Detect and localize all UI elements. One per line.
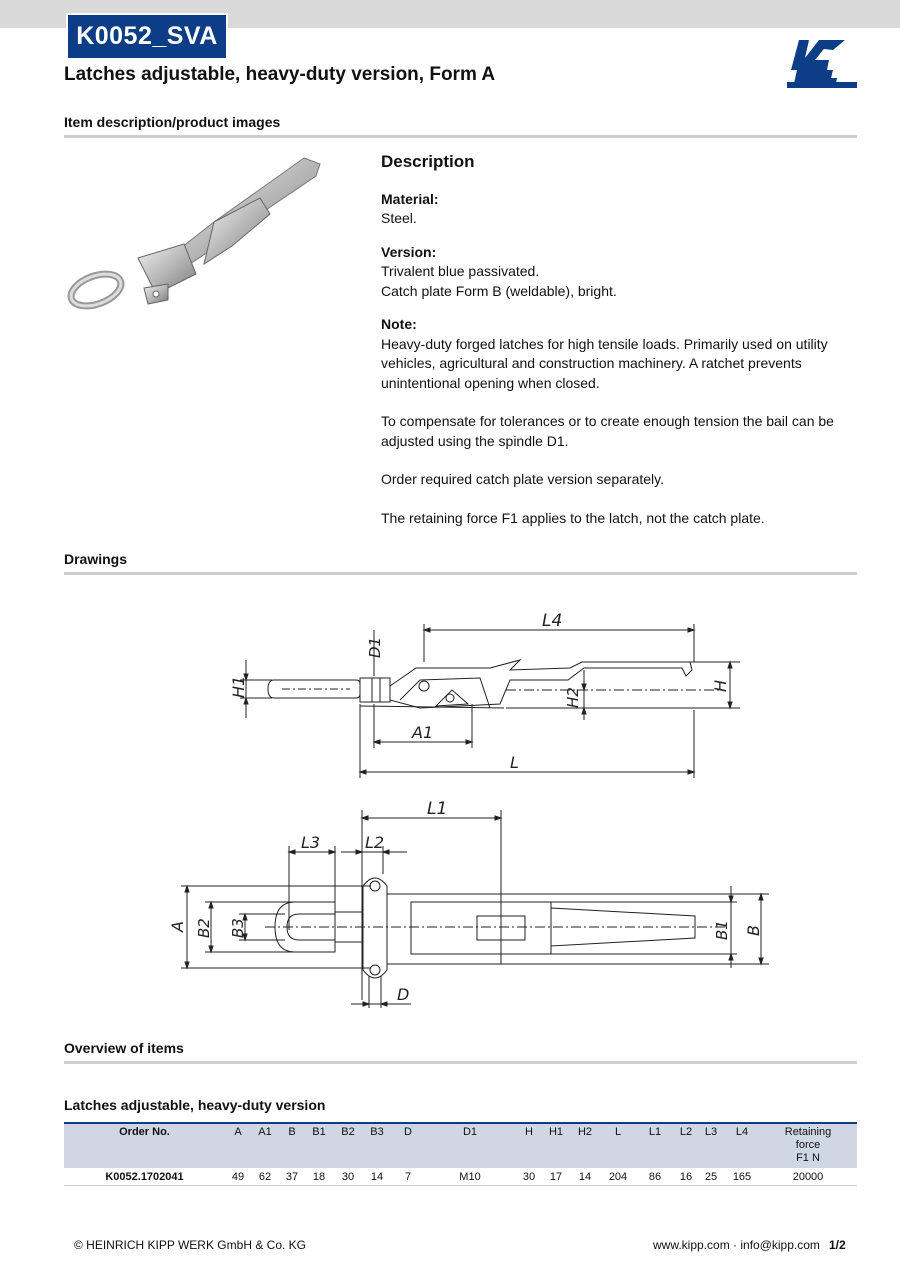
dim-label-L1: L1 <box>427 799 448 819</box>
cell-L3: 25 <box>697 1168 725 1186</box>
kipp-logo <box>785 38 859 94</box>
dim-label-A1: A1 <box>412 723 434 742</box>
dim-label-H2: H2 <box>564 687 582 708</box>
version-text-1: Trivalent blue passivated. <box>381 263 540 279</box>
table-title: Latches adjustable, heavy-duty version <box>64 1097 326 1113</box>
section-heading-item-description: Item description/product images <box>64 114 281 130</box>
col-header-D: D <box>404 1126 412 1138</box>
section-heading-overview: Overview of items <box>64 1040 184 1056</box>
col-header-B: B <box>288 1126 296 1138</box>
cell-A: 49 <box>225 1168 251 1186</box>
divider <box>64 1061 857 1064</box>
product-code-badge: K0052_SVA <box>66 13 228 60</box>
dim-label-L: L <box>510 753 519 772</box>
cell-B: 37 <box>279 1168 305 1186</box>
page-title: Latches adjustable, heavy-duty version, Form A <box>64 64 496 85</box>
cell-L: 204 <box>601 1168 635 1186</box>
footer-contact: www.kipp.com · info@kipp.com <box>653 1238 820 1252</box>
description-heading: Description <box>381 152 475 171</box>
divider <box>64 572 857 575</box>
dim-label-H: H <box>711 679 730 692</box>
dim-label-B3: B3 <box>229 918 247 938</box>
col-header-A1: A1 <box>258 1126 272 1138</box>
col-header-L1: L1 <box>648 1126 662 1138</box>
cell-L1: 86 <box>635 1168 675 1186</box>
col-header-retaining-force: Retaining force F1 N <box>784 1126 832 1164</box>
col-header-H1: H1 <box>548 1126 564 1138</box>
cell-L4: 165 <box>725 1168 759 1186</box>
top-view-drawing <box>165 790 775 1020</box>
col-header-L: L <box>614 1126 622 1138</box>
note-paragraph-3: Order required catch plate version separately. <box>381 471 664 487</box>
cell-retaining-force: 20000 <box>759 1168 857 1186</box>
version-text-2: Catch plate Form B (weldable), bright. <box>381 282 617 299</box>
col-header-A: A <box>234 1126 242 1138</box>
description-block <box>381 152 851 528</box>
col-header-B1: B1 <box>312 1126 326 1138</box>
page-number: 1/2 <box>829 1238 846 1252</box>
cell-D: 7 <box>391 1168 425 1186</box>
col-header-L2: L2 <box>679 1126 693 1138</box>
note-paragraph-1: Heavy-duty forged latches for high tensile loads. Primarily used on utility vehicles, agricultural and construction machinery. A ratchet prevents unintentional opening when closed. <box>381 335 828 391</box>
col-header-B3: B3 <box>370 1126 384 1138</box>
dim-label-B2: B2 <box>195 918 213 938</box>
col-header-L3: L3 <box>704 1126 718 1138</box>
cell-B3: 14 <box>363 1168 391 1186</box>
col-header-order-no: Order No. <box>119 1126 170 1138</box>
cell-D1: M10 <box>425 1168 515 1186</box>
col-header-B2: B2 <box>341 1126 355 1138</box>
divider <box>64 135 857 138</box>
side-view-drawing <box>220 600 740 780</box>
col-header-H: H <box>525 1126 533 1138</box>
cell-H: 30 <box>515 1168 543 1186</box>
dim-label-D1: D1 <box>366 636 384 658</box>
cell-B2: 30 <box>333 1168 363 1186</box>
version-label: Version: <box>381 243 437 260</box>
dim-label-H1: H1 <box>229 675 248 698</box>
note-paragraph-2: To compensate for tolerances or to create enough tension the bail can be adjusted using the spindle D1. <box>381 413 834 449</box>
material-text: Steel. <box>381 210 417 226</box>
cell-H1: 17 <box>543 1168 569 1186</box>
dim-label-L2: L2 <box>365 833 385 852</box>
cell-L2: 16 <box>675 1168 697 1186</box>
col-header-L4: L4 <box>735 1126 749 1138</box>
items-table <box>64 1122 857 1186</box>
cell-B1: 18 <box>305 1168 333 1186</box>
dim-label-B1: B1 <box>713 920 731 940</box>
dim-label-D: D <box>397 985 410 1004</box>
material-label: Material: <box>381 190 439 207</box>
dim-label-A: A <box>168 921 187 932</box>
cell-A1: 62 <box>251 1168 279 1186</box>
cell-order-no: K0052.1702041 <box>64 1168 225 1186</box>
dim-label-L3: L3 <box>301 833 321 852</box>
product-image <box>64 148 324 318</box>
dim-label-L4: L4 <box>542 611 563 631</box>
cell-H2: 14 <box>569 1168 601 1186</box>
note-label: Note: <box>381 316 417 332</box>
table-row <box>64 1168 857 1186</box>
col-header-H2: H2 <box>577 1126 593 1138</box>
table-header-row <box>64 1123 857 1168</box>
dim-label-B: B <box>744 925 763 936</box>
footer-copyright: © HEINRICH KIPP WERK GmbH & Co. KG <box>74 1238 306 1252</box>
col-header-D1: D1 <box>462 1126 478 1138</box>
note-paragraph-4: The retaining force F1 applies to the latch, not the catch plate. <box>381 509 765 526</box>
section-heading-drawings: Drawings <box>64 551 128 567</box>
